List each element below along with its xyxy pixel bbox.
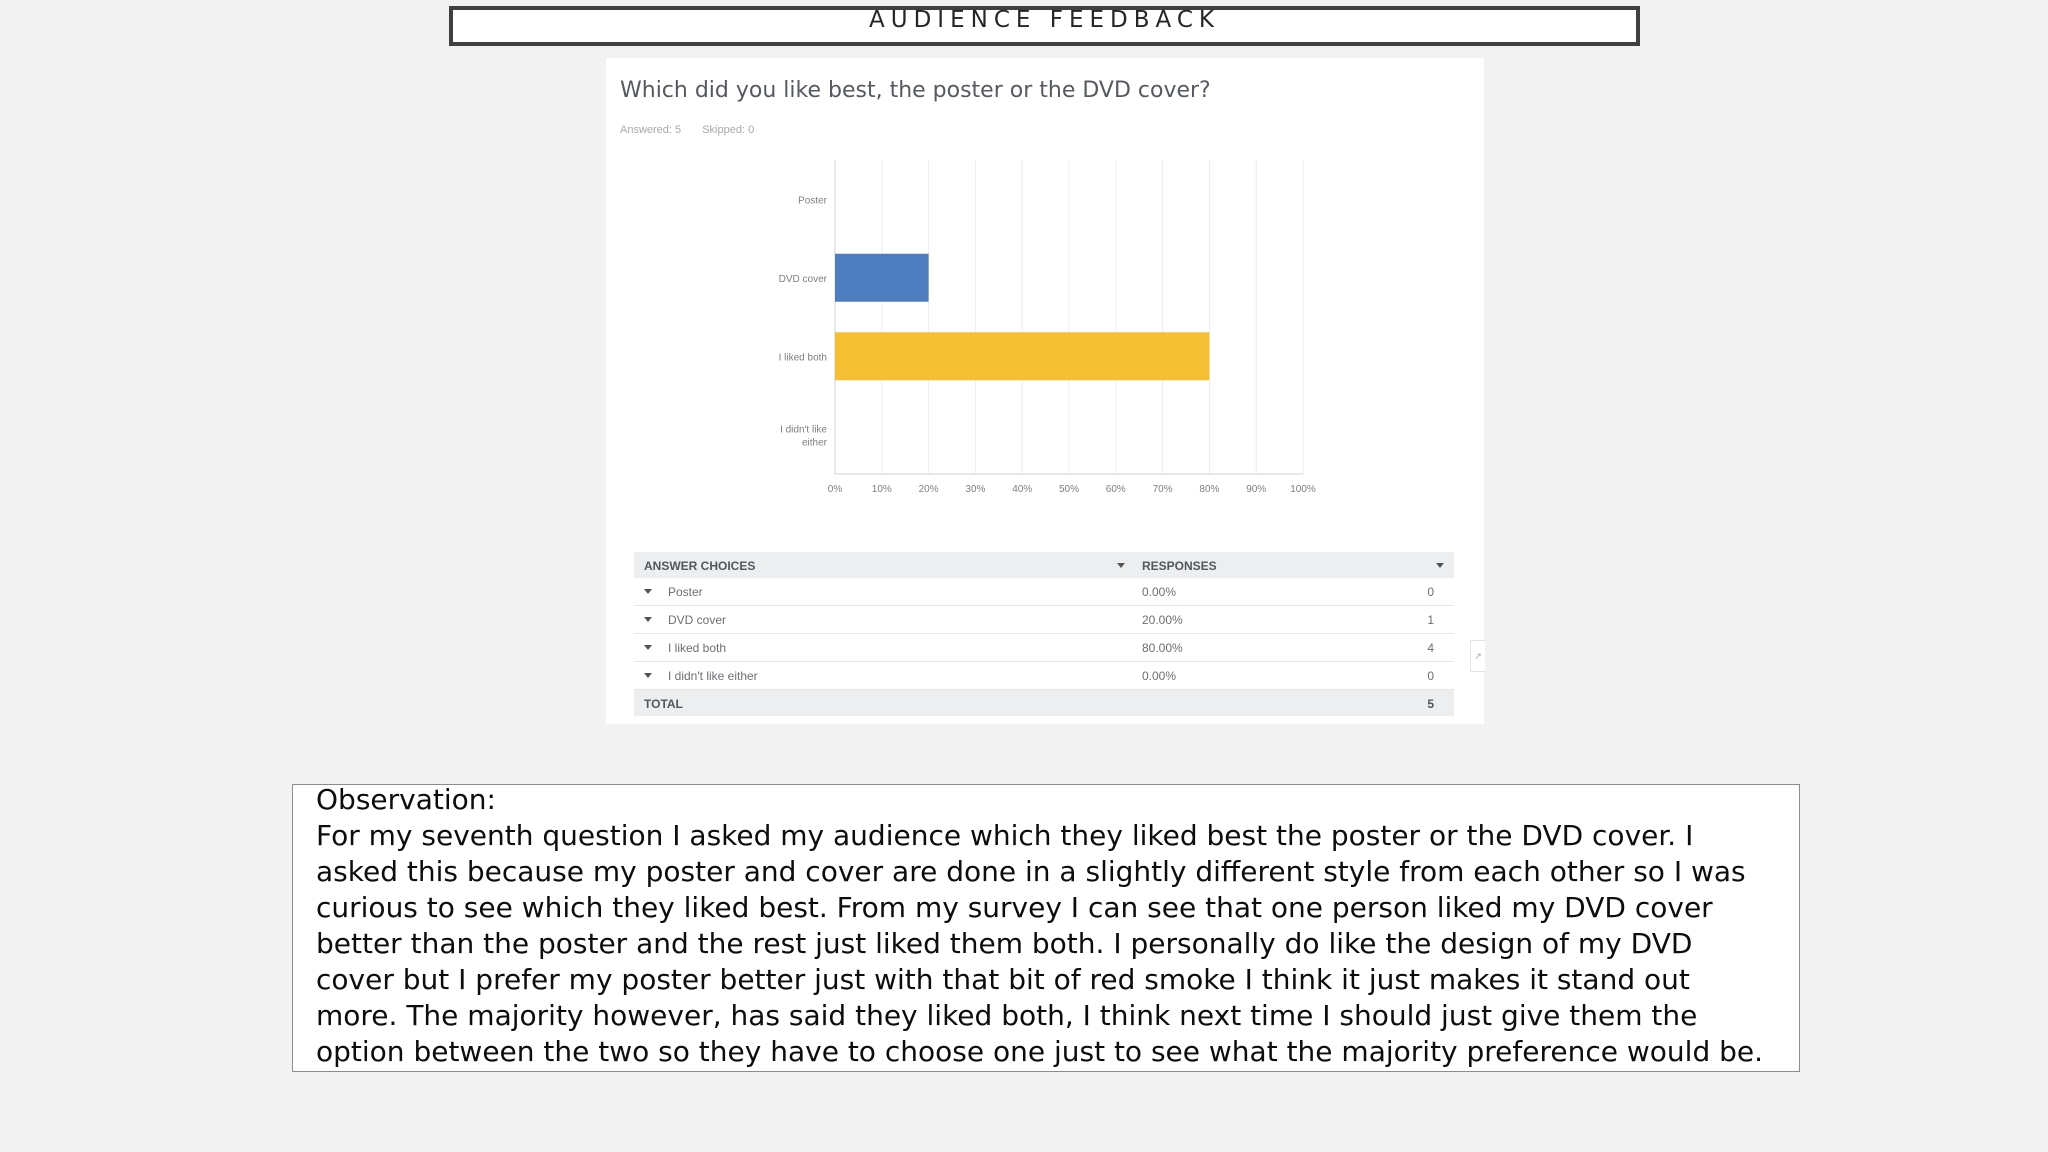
survey-question: Which did you like best, the poster or the DVD cover? bbox=[620, 78, 1211, 103]
x-tick-label: 100% bbox=[1290, 484, 1316, 495]
x-tick-label: 0% bbox=[827, 484, 843, 495]
response-count: 4 bbox=[1427, 641, 1434, 655]
table-header bbox=[634, 552, 1454, 578]
answer-choice: I liked both bbox=[668, 641, 727, 655]
x-tick-label: 70% bbox=[1152, 484, 1173, 495]
table-row bbox=[634, 578, 1454, 606]
bar bbox=[835, 254, 929, 302]
category-label: DVD cover bbox=[778, 273, 827, 285]
category-label: either bbox=[801, 437, 827, 449]
expand-caret-icon[interactable] bbox=[644, 589, 652, 594]
answered-count: Answered: 5 bbox=[620, 124, 682, 136]
table-total-row bbox=[634, 690, 1454, 716]
observation-box bbox=[292, 784, 1800, 1072]
response-count: 0 bbox=[1427, 585, 1434, 599]
response-percent: 0.00% bbox=[1142, 585, 1177, 599]
bar bbox=[835, 332, 1209, 380]
answer-choice: Poster bbox=[668, 585, 703, 599]
x-tick-label: 60% bbox=[1105, 484, 1126, 495]
expand-icon[interactable]: ↗ bbox=[1470, 640, 1485, 672]
x-tick-label: 30% bbox=[965, 484, 986, 495]
response-percent: 20.00% bbox=[1142, 613, 1183, 627]
total-value: 5 bbox=[1427, 697, 1434, 711]
observation-text: For my seventh question I asked my audience which they liked best the poster or the DVD cover. I asked this because my poster and cover are done in a slightly different style from each other so I was curious to see which they liked best. From my survey I can see that one person liked my DVD cover better than the poster and the rest just liked them both. I personally do like the design of my DVD cover but I prefer my poster better just with that bit of red smoke I think it just makes it stand out more. The majority however, has said they liked both, I think next time I should just give them the option between the two so they have to choose one just to see what the majority preference would be. bbox=[316, 819, 1764, 1068]
responses-table bbox=[634, 552, 1454, 716]
response-percent: 0.00% bbox=[1142, 669, 1177, 683]
response-percent: 80.00% bbox=[1142, 641, 1183, 655]
x-tick-label: 50% bbox=[1058, 484, 1080, 495]
x-tick-label: 40% bbox=[1012, 484, 1033, 495]
table-row bbox=[634, 662, 1454, 690]
table-row bbox=[634, 634, 1454, 662]
header-responses[interactable]: RESPONSES bbox=[1142, 559, 1217, 573]
response-count: 0 bbox=[1427, 669, 1434, 683]
skipped-count: Skipped: 0 bbox=[702, 124, 755, 136]
slide-title: AUDIENCE FEEDBACK bbox=[869, 7, 1220, 33]
table-row bbox=[634, 606, 1454, 634]
survey-results-card bbox=[606, 58, 1484, 724]
category-label: Poster bbox=[798, 195, 827, 207]
expand-caret-icon[interactable] bbox=[644, 617, 652, 622]
observation-heading: Observation: bbox=[316, 783, 496, 816]
response-count: 1 bbox=[1427, 613, 1434, 627]
total-label: TOTAL bbox=[644, 697, 683, 711]
category-label: I didn't like bbox=[780, 424, 827, 436]
sort-caret-icon[interactable] bbox=[1436, 563, 1444, 568]
header-answer-choices[interactable]: ANSWER CHOICES bbox=[644, 559, 756, 573]
x-tick-label: 80% bbox=[1199, 484, 1220, 495]
expand-caret-icon[interactable] bbox=[644, 673, 652, 678]
expand-caret-icon[interactable] bbox=[644, 645, 652, 650]
x-tick-label: 20% bbox=[918, 484, 939, 495]
category-label: I liked both bbox=[778, 352, 827, 364]
slide-title-box bbox=[449, 6, 1640, 46]
answer-choice: I didn't like either bbox=[668, 669, 758, 683]
sort-caret-icon[interactable] bbox=[1117, 563, 1125, 568]
answer-choice: DVD cover bbox=[668, 613, 727, 627]
x-tick-label: 10% bbox=[871, 484, 892, 495]
x-tick-label: 90% bbox=[1246, 484, 1267, 495]
bar-chart bbox=[606, 58, 1484, 538]
